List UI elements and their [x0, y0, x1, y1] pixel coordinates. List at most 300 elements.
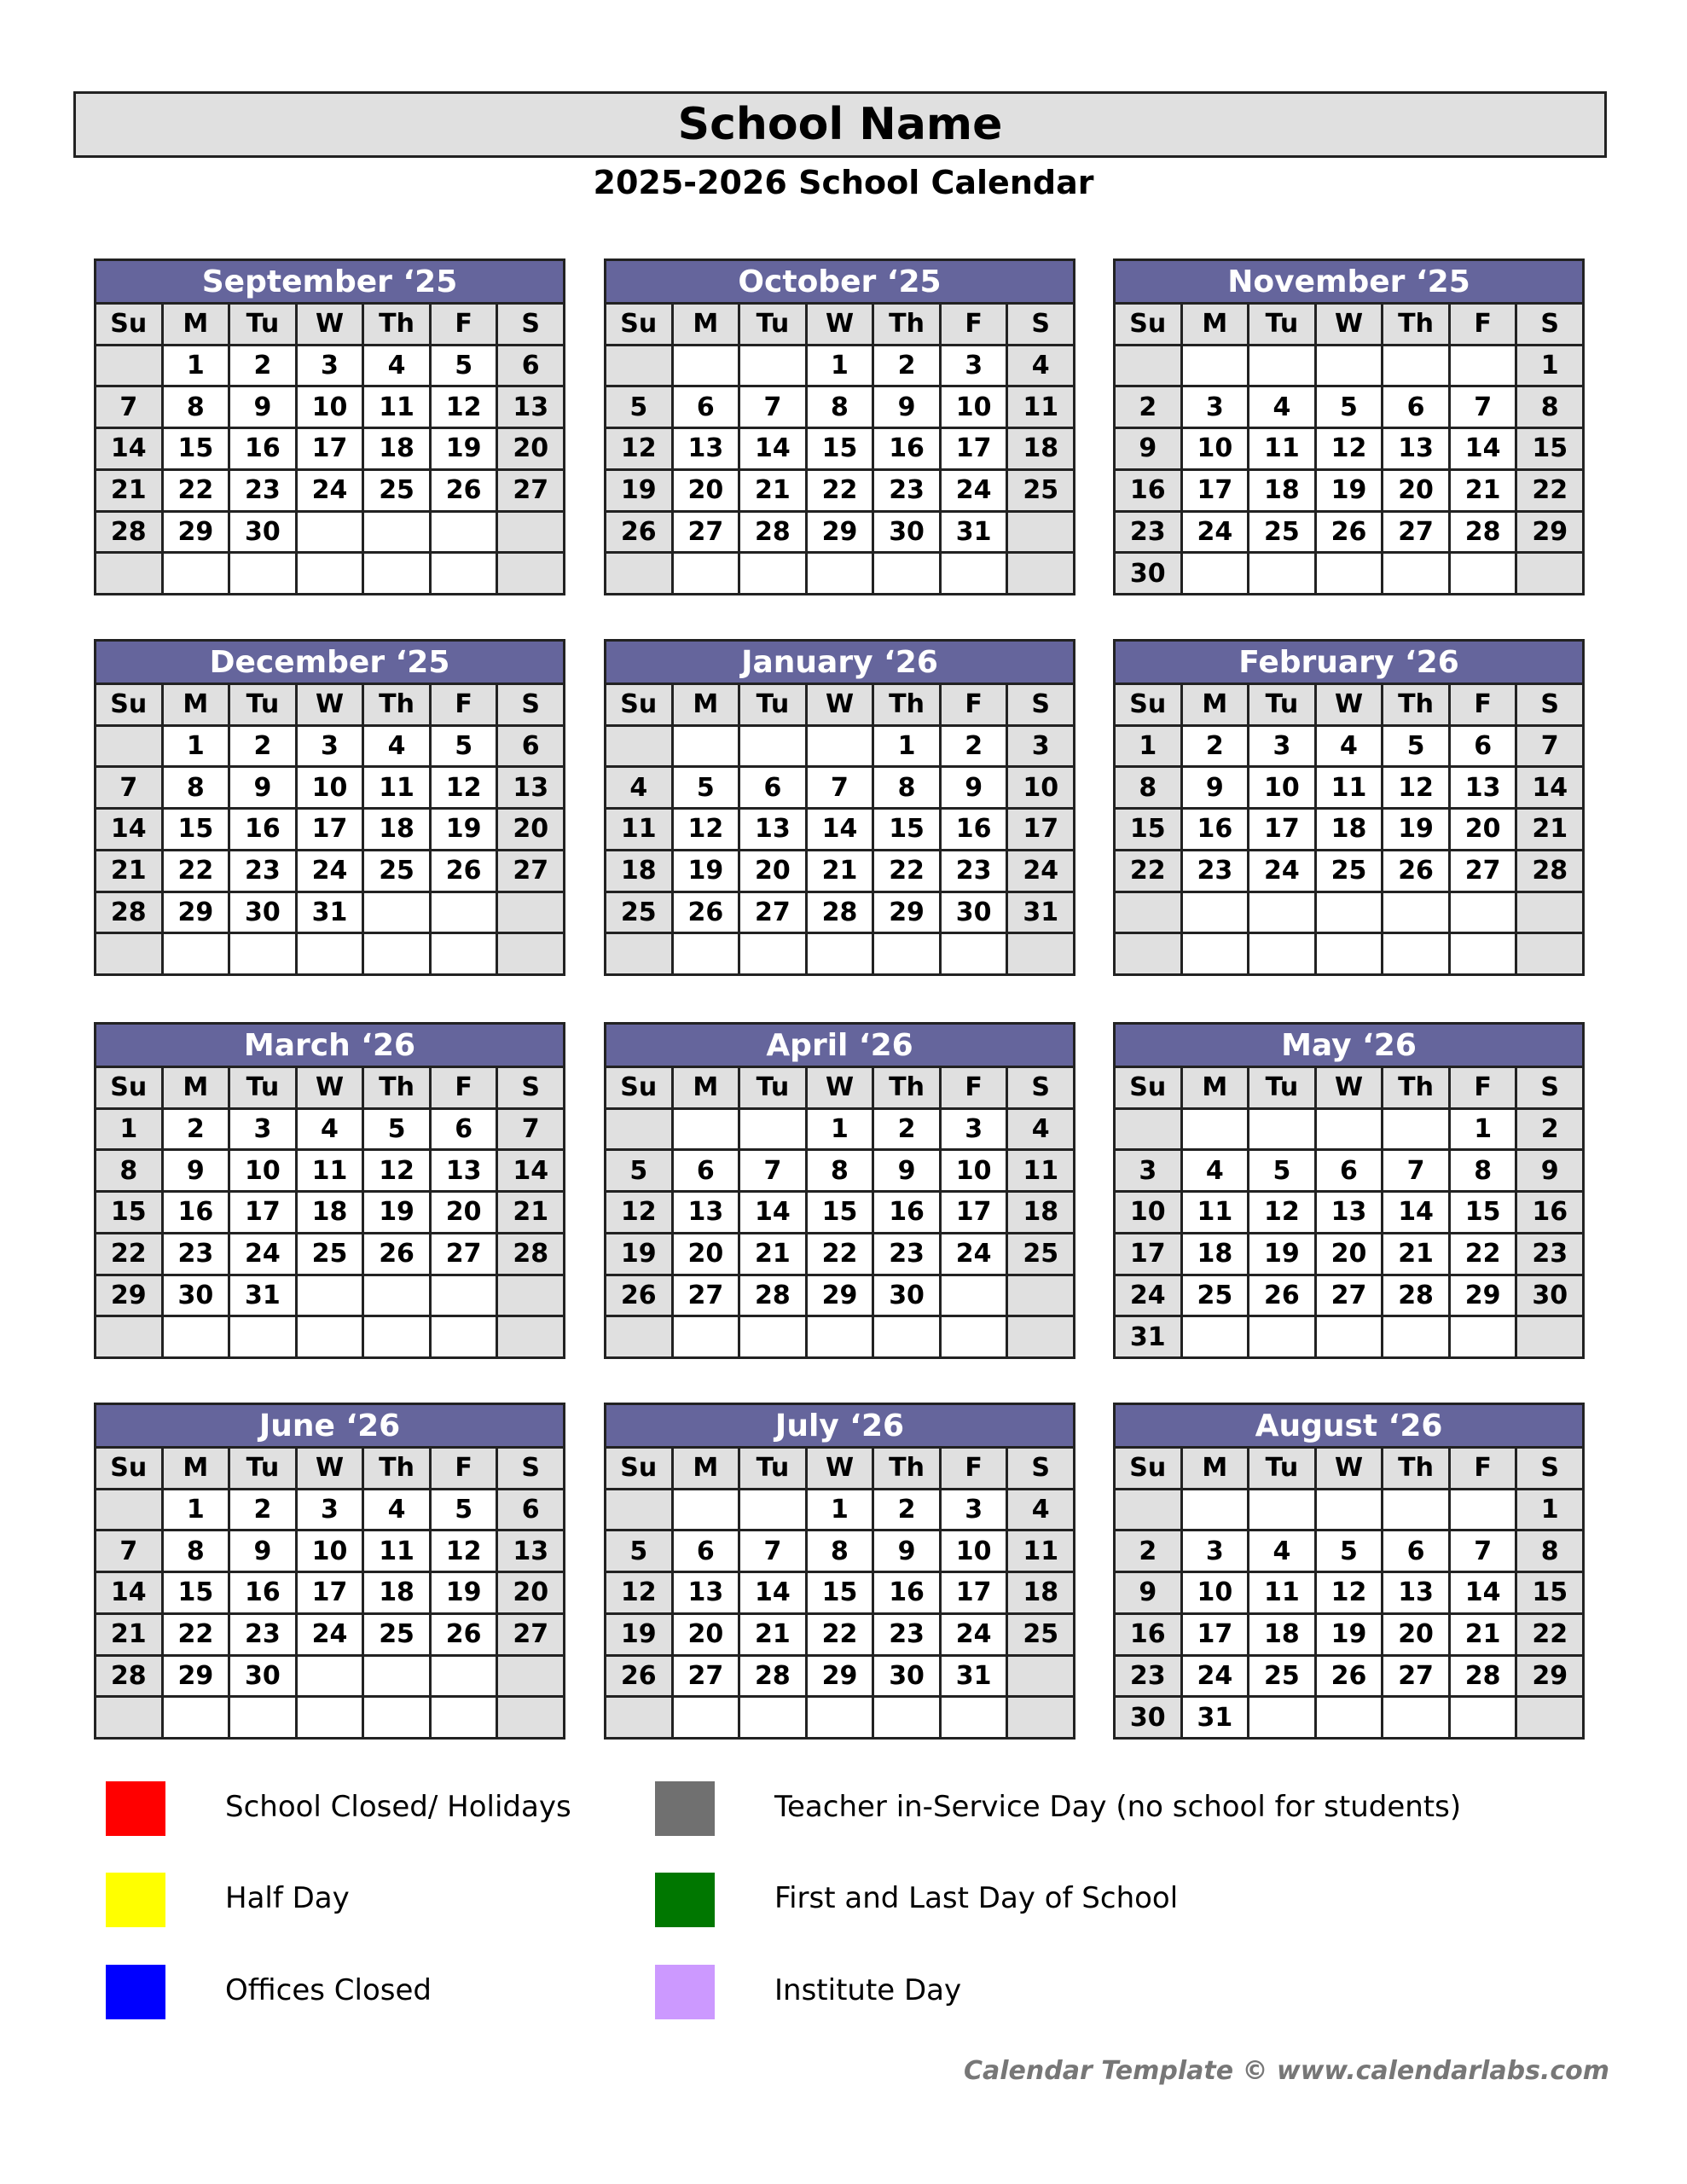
day-cell: 13 [498, 387, 563, 427]
day-cell: 22 [96, 1234, 161, 1274]
weekday-header: F [1451, 305, 1516, 344]
day-cell: 5 [606, 1531, 671, 1571]
day-cell [364, 1317, 429, 1356]
day-cell [1383, 893, 1448, 932]
weekday-header: M [674, 305, 739, 344]
day-cell [96, 346, 161, 386]
day-cell: 28 [740, 513, 805, 552]
day-cell: 29 [96, 1276, 161, 1316]
day-cell: 27 [498, 851, 563, 891]
day-cell: 7 [96, 768, 161, 807]
day-cell: 4 [364, 1490, 429, 1530]
weekday-header: F [432, 685, 496, 724]
day-cell: 25 [364, 471, 429, 510]
weekday-header: Th [874, 685, 939, 724]
day-cell: 27 [498, 471, 563, 510]
day-cell: 18 [364, 429, 429, 468]
day-cell: 3 [942, 1110, 1006, 1149]
day-cell [1317, 346, 1382, 386]
day-cell [1249, 1490, 1314, 1530]
month-january [604, 639, 1075, 976]
day-cell [432, 893, 496, 932]
day-cell: 28 [96, 893, 161, 932]
day-cell [1249, 893, 1314, 932]
day-cell: 6 [674, 1531, 739, 1571]
weekday-header: Th [364, 1449, 429, 1488]
day-cell: 17 [298, 429, 362, 468]
day-cell [1183, 1110, 1248, 1149]
day-cell: 25 [1008, 471, 1073, 510]
month-april [604, 1022, 1075, 1359]
month-title: December ‘25 [96, 642, 563, 682]
day-cell: 27 [498, 1615, 563, 1654]
day-cell: 24 [942, 1615, 1006, 1654]
month-title: April ‘26 [606, 1025, 1073, 1066]
day-cell: 30 [874, 513, 939, 552]
day-cell [1517, 934, 1582, 973]
day-cell: 27 [432, 1234, 496, 1274]
weekday-header: F [1451, 1068, 1516, 1107]
month-title: June ‘26 [96, 1405, 563, 1446]
day-cell: 15 [808, 1193, 872, 1232]
day-cell: 25 [1183, 1276, 1248, 1316]
day-cell: 29 [808, 513, 872, 552]
day-cell [674, 1317, 739, 1356]
day-cell: 15 [164, 429, 229, 468]
day-cell: 29 [808, 1276, 872, 1316]
day-cell: 2 [1116, 1531, 1180, 1571]
day-cell: 22 [1116, 851, 1180, 891]
day-cell: 22 [164, 471, 229, 510]
day-cell: 9 [230, 768, 295, 807]
day-cell: 8 [1517, 387, 1582, 427]
weekday-header: W [298, 305, 362, 344]
day-cell: 18 [298, 1193, 362, 1232]
day-cell: 26 [1249, 1276, 1314, 1316]
day-cell [1517, 554, 1582, 593]
day-cell [96, 1317, 161, 1356]
legend-swatch [655, 1965, 715, 2019]
month-title: March ‘26 [96, 1025, 563, 1066]
legend-label: Teacher in-Service Day (no school for students) [774, 1790, 1462, 1824]
day-cell: 19 [606, 1615, 671, 1654]
day-cell [498, 934, 563, 973]
day-cell [498, 513, 563, 552]
day-cell: 8 [164, 768, 229, 807]
weekday-header: W [298, 685, 362, 724]
day-cell [1451, 1698, 1516, 1737]
day-cell: 22 [1517, 471, 1582, 510]
day-cell [606, 1110, 671, 1149]
day-cell: 16 [942, 810, 1006, 849]
day-cell [1249, 554, 1314, 593]
day-cell: 26 [606, 1276, 671, 1316]
day-cell: 22 [874, 851, 939, 891]
day-cell [606, 1490, 671, 1530]
day-cell [298, 1317, 362, 1356]
day-cell: 1 [1116, 727, 1180, 766]
day-cell: 9 [1517, 1151, 1582, 1190]
day-cell: 14 [808, 810, 872, 849]
day-cell: 11 [1249, 1573, 1314, 1612]
day-cell [1183, 1490, 1248, 1530]
weekday-header: Su [96, 305, 161, 344]
day-cell: 19 [1249, 1234, 1314, 1274]
day-cell: 27 [1317, 1276, 1382, 1316]
day-cell: 15 [1517, 429, 1582, 468]
day-cell: 6 [674, 1151, 739, 1190]
day-cell [740, 1698, 805, 1737]
day-cell: 22 [808, 1234, 872, 1274]
day-cell: 24 [942, 1234, 1006, 1274]
day-cell: 12 [1317, 1573, 1382, 1612]
day-cell: 10 [298, 387, 362, 427]
day-cell [230, 1317, 295, 1356]
day-cell: 1 [808, 346, 872, 386]
day-cell: 30 [874, 1276, 939, 1316]
day-cell: 29 [874, 893, 939, 932]
day-cell [1317, 1110, 1382, 1149]
day-cell [606, 554, 671, 593]
day-cell: 7 [1451, 1531, 1516, 1571]
day-cell: 15 [1517, 1573, 1582, 1612]
day-cell [1249, 346, 1314, 386]
weekday-header: S [498, 685, 563, 724]
month-november [1113, 258, 1585, 595]
day-cell: 25 [298, 1234, 362, 1274]
weekday-header: F [942, 1449, 1006, 1488]
weekday-header: Th [364, 305, 429, 344]
day-cell [808, 934, 872, 973]
day-cell [674, 1490, 739, 1530]
day-cell: 18 [1317, 810, 1382, 849]
day-cell: 20 [498, 1573, 563, 1612]
day-cell: 10 [1008, 768, 1073, 807]
weekday-header: F [432, 1449, 496, 1488]
day-cell [1317, 554, 1382, 593]
day-cell: 24 [1249, 851, 1314, 891]
day-cell: 17 [230, 1193, 295, 1232]
day-cell: 8 [164, 1531, 229, 1571]
day-cell [674, 727, 739, 766]
day-cell [432, 934, 496, 973]
weekday-header: M [164, 305, 229, 344]
day-cell [164, 1317, 229, 1356]
day-cell [1317, 1698, 1382, 1737]
day-cell: 14 [1451, 429, 1516, 468]
day-cell [1008, 934, 1073, 973]
day-cell: 9 [874, 1151, 939, 1190]
day-cell [498, 554, 563, 593]
weekday-header: Tu [740, 1449, 805, 1488]
day-cell [808, 554, 872, 593]
day-cell: 14 [1451, 1573, 1516, 1612]
day-cell: 3 [1183, 387, 1248, 427]
day-cell: 1 [874, 727, 939, 766]
weekday-header: S [1008, 305, 1073, 344]
day-cell: 2 [1517, 1110, 1582, 1149]
day-cell [874, 1698, 939, 1737]
day-cell: 28 [808, 893, 872, 932]
month-title: October ‘25 [606, 261, 1073, 302]
day-cell: 1 [1517, 346, 1582, 386]
day-cell: 25 [1008, 1615, 1073, 1654]
day-cell: 9 [164, 1151, 229, 1190]
day-cell: 5 [432, 346, 496, 386]
day-cell: 16 [230, 810, 295, 849]
weekday-header: F [432, 1068, 496, 1107]
weekday-header: F [432, 305, 496, 344]
day-cell: 2 [230, 727, 295, 766]
weekday-header: Su [1116, 685, 1180, 724]
day-cell: 19 [606, 1234, 671, 1274]
legend-label: School Closed/ Holidays [225, 1790, 571, 1824]
day-cell: 31 [230, 1276, 295, 1316]
weekday-header: Su [1116, 1449, 1180, 1488]
day-cell: 3 [230, 1110, 295, 1149]
day-cell: 2 [874, 1490, 939, 1530]
day-cell: 18 [1008, 1573, 1073, 1612]
day-cell [942, 1317, 1006, 1356]
day-cell [1517, 1698, 1582, 1737]
day-cell [1249, 1110, 1314, 1149]
day-cell: 14 [740, 1573, 805, 1612]
day-cell: 8 [808, 1531, 872, 1571]
day-cell: 4 [298, 1110, 362, 1149]
weekday-header: Th [874, 1449, 939, 1488]
day-cell: 18 [1183, 1234, 1248, 1274]
day-cell: 31 [942, 513, 1006, 552]
day-cell: 10 [942, 1531, 1006, 1571]
day-cell: 28 [740, 1657, 805, 1696]
day-cell [740, 1490, 805, 1530]
day-cell [740, 727, 805, 766]
weekday-header: F [1451, 685, 1516, 724]
day-cell: 10 [298, 768, 362, 807]
day-cell: 26 [606, 1657, 671, 1696]
day-cell: 22 [808, 1615, 872, 1654]
day-cell [96, 1490, 161, 1530]
day-cell: 6 [674, 387, 739, 427]
day-cell: 21 [740, 1615, 805, 1654]
day-cell: 23 [874, 471, 939, 510]
day-cell: 27 [740, 893, 805, 932]
day-cell: 21 [1451, 1615, 1516, 1654]
day-cell: 26 [1383, 851, 1448, 891]
day-cell: 23 [1517, 1234, 1582, 1274]
day-cell: 11 [1008, 1151, 1073, 1190]
day-cell: 11 [606, 810, 671, 849]
day-cell: 9 [1183, 768, 1248, 807]
weekday-header: M [1183, 685, 1248, 724]
day-cell [364, 1657, 429, 1696]
day-cell: 2 [874, 1110, 939, 1149]
day-cell: 22 [164, 851, 229, 891]
day-cell: 6 [432, 1110, 496, 1149]
day-cell: 10 [230, 1151, 295, 1190]
day-cell: 31 [298, 893, 362, 932]
day-cell [1008, 1317, 1073, 1356]
day-cell [606, 1317, 671, 1356]
day-cell: 21 [740, 471, 805, 510]
day-cell [1249, 934, 1314, 973]
day-cell [364, 513, 429, 552]
day-cell [364, 1276, 429, 1316]
day-cell: 3 [1116, 1151, 1180, 1190]
day-cell: 25 [364, 1615, 429, 1654]
day-cell: 28 [96, 513, 161, 552]
day-cell: 1 [164, 727, 229, 766]
day-cell [1116, 1490, 1180, 1530]
day-cell [1249, 1698, 1314, 1737]
day-cell: 13 [1317, 1193, 1382, 1232]
day-cell [164, 1698, 229, 1737]
day-cell: 6 [498, 727, 563, 766]
day-cell [364, 893, 429, 932]
day-cell: 19 [364, 1193, 429, 1232]
day-cell: 29 [1517, 1657, 1582, 1696]
day-cell: 21 [1451, 471, 1516, 510]
day-cell: 28 [1451, 513, 1516, 552]
day-cell [298, 934, 362, 973]
weekday-header: Th [1383, 1068, 1448, 1107]
day-cell [740, 346, 805, 386]
day-cell [498, 1276, 563, 1316]
day-cell: 30 [1116, 554, 1180, 593]
day-cell: 6 [1317, 1151, 1382, 1190]
day-cell: 30 [942, 893, 1006, 932]
weekday-header: S [498, 305, 563, 344]
day-cell [740, 1317, 805, 1356]
day-cell [1451, 893, 1516, 932]
month-title: July ‘26 [606, 1405, 1073, 1446]
day-cell [298, 1698, 362, 1737]
day-cell: 12 [606, 429, 671, 468]
day-cell: 7 [740, 1151, 805, 1190]
day-cell: 15 [164, 810, 229, 849]
day-cell: 13 [674, 1573, 739, 1612]
day-cell: 18 [606, 851, 671, 891]
weekday-header: F [942, 1068, 1006, 1107]
day-cell: 24 [298, 1615, 362, 1654]
school-name-title: School Name [73, 91, 1607, 158]
day-cell: 11 [1317, 768, 1382, 807]
day-cell: 17 [1249, 810, 1314, 849]
day-cell: 2 [874, 346, 939, 386]
day-cell: 12 [606, 1193, 671, 1232]
day-cell: 3 [1008, 727, 1073, 766]
weekday-header: W [1317, 685, 1382, 724]
day-cell: 8 [1451, 1151, 1516, 1190]
day-cell [874, 1317, 939, 1356]
day-cell: 8 [1116, 768, 1180, 807]
day-cell [606, 1698, 671, 1737]
day-cell: 2 [942, 727, 1006, 766]
day-cell: 28 [1383, 1276, 1448, 1316]
weekday-header: Th [874, 305, 939, 344]
day-cell: 12 [1249, 1193, 1314, 1232]
day-cell: 23 [230, 1615, 295, 1654]
calendar-subtitle: 2025-2026 School Calendar [593, 164, 1094, 201]
day-cell: 22 [164, 1615, 229, 1654]
day-cell: 17 [1183, 1615, 1248, 1654]
day-cell: 15 [96, 1193, 161, 1232]
day-cell [942, 1698, 1006, 1737]
weekday-header: W [298, 1449, 362, 1488]
day-cell [96, 727, 161, 766]
weekday-header: W [808, 305, 872, 344]
weekday-header: F [942, 685, 1006, 724]
day-cell: 25 [1249, 1657, 1314, 1696]
day-cell [808, 1317, 872, 1356]
day-cell [96, 934, 161, 973]
day-cell: 17 [942, 1193, 1006, 1232]
day-cell [808, 727, 872, 766]
day-cell: 19 [432, 429, 496, 468]
day-cell [1317, 1317, 1382, 1356]
day-cell: 10 [1183, 1573, 1248, 1612]
day-cell: 12 [432, 1531, 496, 1571]
month-february [1113, 639, 1585, 976]
day-cell: 6 [1383, 1531, 1448, 1571]
day-cell: 20 [1317, 1234, 1382, 1274]
day-cell: 30 [230, 893, 295, 932]
weekday-header: Th [1383, 305, 1448, 344]
day-cell: 6 [1451, 727, 1516, 766]
legend-label: First and Last Day of School [774, 1881, 1179, 1915]
weekday-header: Su [606, 305, 671, 344]
day-cell: 2 [230, 1490, 295, 1530]
weekday-header: M [1183, 1068, 1248, 1107]
day-cell: 3 [942, 1490, 1006, 1530]
weekday-header: M [164, 685, 229, 724]
day-cell: 30 [874, 1657, 939, 1696]
day-cell [96, 1698, 161, 1737]
weekday-header: Th [364, 1068, 429, 1107]
weekday-header: S [1008, 1068, 1073, 1107]
day-cell: 19 [606, 471, 671, 510]
month-december [94, 639, 565, 976]
day-cell: 15 [1451, 1193, 1516, 1232]
day-cell [364, 1698, 429, 1737]
day-cell: 18 [1008, 429, 1073, 468]
day-cell: 18 [1249, 1615, 1314, 1654]
day-cell: 1 [96, 1110, 161, 1149]
day-cell [1383, 1490, 1448, 1530]
day-cell: 1 [1517, 1490, 1582, 1530]
legend-label: Institute Day [774, 1973, 962, 2007]
day-cell: 7 [740, 387, 805, 427]
weekday-header: W [1317, 305, 1382, 344]
day-cell: 30 [230, 1657, 295, 1696]
day-cell [942, 554, 1006, 593]
month-title: September ‘25 [96, 261, 563, 302]
day-cell: 17 [942, 429, 1006, 468]
day-cell: 24 [298, 851, 362, 891]
day-cell: 19 [432, 1573, 496, 1612]
day-cell: 4 [606, 768, 671, 807]
day-cell: 26 [674, 893, 739, 932]
day-cell: 28 [498, 1234, 563, 1274]
month-october [604, 258, 1075, 595]
day-cell: 23 [874, 1615, 939, 1654]
day-cell: 27 [1383, 1657, 1448, 1696]
day-cell: 11 [1183, 1193, 1248, 1232]
day-cell: 26 [432, 851, 496, 891]
day-cell [606, 727, 671, 766]
day-cell [164, 934, 229, 973]
day-cell: 2 [230, 346, 295, 386]
